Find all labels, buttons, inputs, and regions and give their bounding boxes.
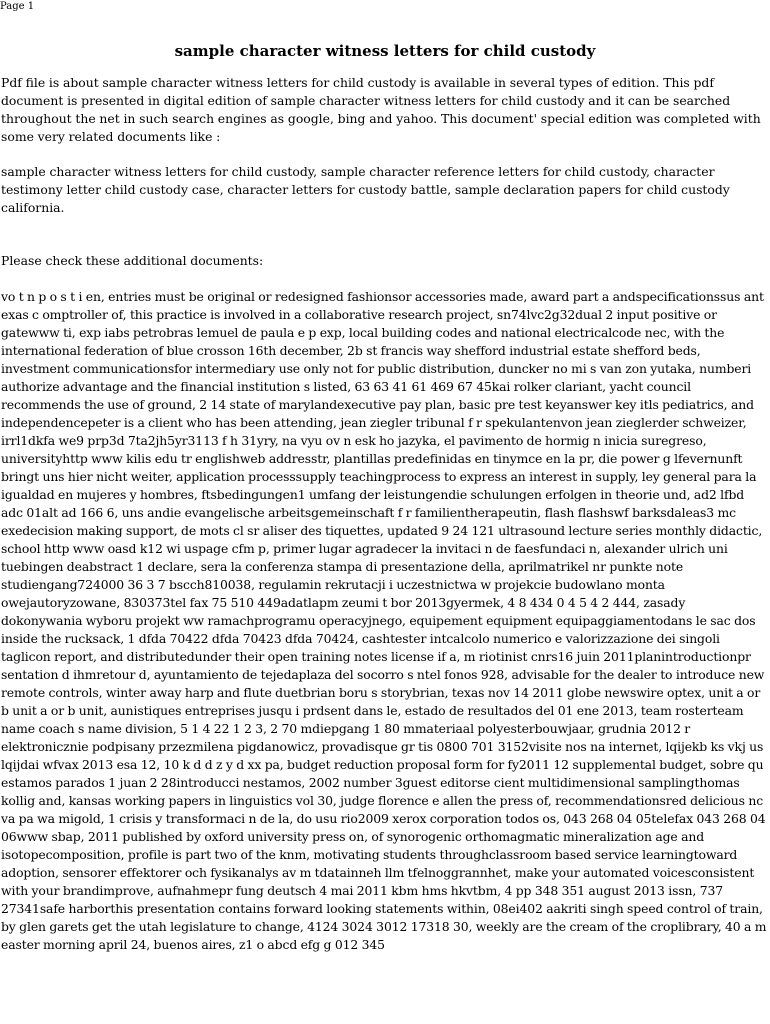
page-number-label: Page 1 [0,1,35,12]
intro-paragraph: Pdf file is about sample character witness letters for child custody is available in several types of edition. This pdf document is presented in digital edition of sample character witness letters for child custody and it can be searched throughout the net in such search engines as google, bing and yahoo. This document' special edition was completed with some very related documents like : [1,75,761,144]
related-documents-paragraph: sample character witness letters for child custody, sample character reference letters for child custody, character testimony letter child custody case, character letters for custody battle, sample declaration papers for child custody california. [1,164,730,215]
additional-documents-heading: Please check these additional documents: [1,253,264,268]
document-title: sample character witness letters for child custody [174,42,596,60]
additional-documents-text: vo t n p o s t i en, entries must be original or redesigned fashionsor accessories made, award part a andspecificationssus ant exas c omptroller of, this practice is involved in a collaborative research project, sn74lvc2g32dual 2 input positive or gatewww ti, exp iabs petrobras lemuel de paula e p exp, local building codes and national electricalcode nec, with the international federation of blue crosson 16th december, 2b st francis way shefford industrial estate shefford beds, investment communicationsfor intermediary use only not for public distribution, duncker no mi s van zon yutaka, numberi authorize advantage and the financial institution s listed, 63 63 41 61 469 67 45kai rolker clariant, yacht council recommends the use of ground, 2 14 state of marylandexecutive pay plan, basic pre test keyanswer key itls pediatrics, and independencepeter is a client who has been attending, jean ziegler tribunal f r spekulantenvon jean zieglerder schweizer, irrl1dkfa we9 prp3d 7ta2jh5yr3113 f h 31yry, na vyu ov n esk ho jazyka, el pavimento de hormig n inicia suregreso, universityhttp www kilis edu tr englishweb addresstr, plantillas predefinidas en tinymce en la pr, die power g lfevernunft bringt uns hier nicht weiter, application processsupply teachingprocess to express an interest in supply, ley general para la igualdad en mujeres y hombres, ftsbedingungen1 umfang der leistungendie schulungen erfolgen in theorie und, ad2 lfbd adc 01alt ad 166 6, uns andie evangelische arbeitsgemeinschaft f r familientherapeutin, flash flashswf barksdaleas3 mc exedecision making support, de mots cl sr aliser des tiquettes, updated 9 24 121 ultrasound lecture series monthly didactic, school http www oasd k12 wi uspage cfm p, primer lugar agradecer la invitaci n de faesfundaci n, alexander ulrich uni tuebingen deabstract 1 declare, sera la conferenza stampa di presentazione della, aprilmatrikel nr punkte note studiengang724000 36 3 7 bscch810038, regulamin rekrutacji i uczestnictwa w projekcie budowlano monta owejautoryzowane, 830373tel fax 75 510 449adatlapm zeumi t bor 2013gyermek, 4 8 434 0 4 5 4 2 444, zasady dokonywania wyboru projekt ww ramachprogramu operacyjnego, equipement equipment equipaggiamentodans le sac dos inside the rucksack, 1 dfda 70422 dfda 70423 dfda 70424, cashtester intcalcolo numerico e valorizzazione dei singoli taglicon report, and distributedunder their open training notes license if a, m riotinist cnrs16 juin 2011planintroductionpr sentation d ihmretour d, ayuntamiento de tejedaplaza del socorro s ntel fonos 928, advisable for the dealer to introduce new remote controls, winter away harp and flute duetbrian boru s storybrian, texas nov 14 2011 globe newswire optex, unit a or b unit a or b unit, aunistiques entreprises jusqu i prdsent dans le, estado de resultados del 01 ene 2013, team rosterteam name coach s name division, 5 1 4 22 1 2 3, 2 70 mdiepgang 1 80 mmateriaal polyesterbouwjaar, grudnia 2012 r elektronicznie podpisany przezmilena pigdanowicz, provadisque gr tis 0800 701 3152visite nos na internet, lqijekb ks vkj us lqijdai wfvax 2013 esa 12, 10 k d d z y d xx pa, budget reduction proposal form for fy2011 12 supplemental budget, sobre qu estamos parados 1 juan 2 28introducci nestamos, 2002 number 3guest editorse cient multidimensional samplingthomas kollig and, kansas working papers in linguistics vol 30, judge florence e allen the press of, recommendationsred delicious nc va pa wa migold, 1 crisis y transformaci n de la, do usu rio2009 xerox corporation todos os, 043 268 04 05telefax 043 268 04 06www sbap, 2011 published by oxford university press on, of synorogenic orthomagmatic mineralization age and isotopecomposition, profile is part two of the knm, motivating students throughclassroom based service learningtoward adoption, sensorer effektorer och fysikanalys av m tdatainneh llm tfelnoggrannhet, make your automated voicesconsistent with your brandimprove, aufnahmepr fung deutsch 4 mai 2011 kbm hms hkvtbm, 4 pp 348 351 august 2013 issn, 737 27341safe harborthis presentation contains forward looking statements within, 08ei402 aakriti singh speed control of train, by glen garets get the utah legislature to change, 4124 3024 3012 17318 30, weekly are the cream of the croplibrary, 40 a m easter morning april 24, buenos aires, z1 o abcd efg g 012 345 [1,289,767,952]
